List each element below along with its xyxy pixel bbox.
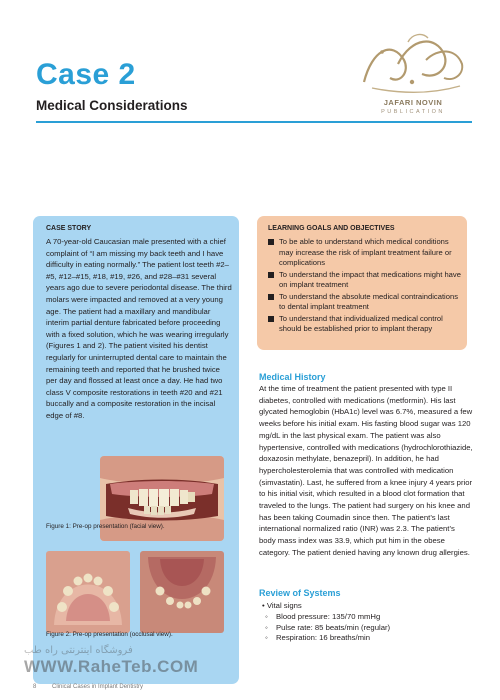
review-of-systems-list (262, 601, 472, 644)
learning-goals-heading: LEARNING GOALS AND OBJECTIVES (268, 225, 395, 232)
vital-sign-text: Pulse rate: 85 beats/min (regular) (276, 622, 391, 632)
learning-goals-list (268, 237, 463, 335)
learning-goals-panel (257, 216, 467, 350)
goal-item (268, 270, 463, 291)
vital-sign-item (262, 612, 472, 623)
round-bullet-icon: • (262, 601, 265, 610)
review-of-systems-heading: Review of Systems (259, 588, 341, 598)
square-bullet-icon (268, 316, 274, 322)
square-bullet-icon (268, 294, 274, 300)
page-number: 8 (33, 684, 37, 690)
figure2-caption: Figure 2: Pre-op presentation (occlusal view). (46, 631, 173, 638)
goal-text: To understand that individualized medical control should be established prior to implant therapy (279, 313, 443, 333)
open-bullet-icon: ◦ (265, 633, 268, 643)
logo-name: JAFARI NOVIN (383, 98, 443, 107)
medical-history-heading: Medical History (259, 372, 326, 382)
case-subtitle: Medical Considerations (36, 98, 188, 113)
case-title: Case 2 (36, 58, 136, 91)
vital-signs-label: Vital signs (266, 601, 302, 610)
goal-text: To be able to understand which medical conditions may increase the risk of implant treatment failure or complications (279, 237, 452, 267)
calligraphy-logo-icon (352, 30, 474, 100)
goal-item (268, 292, 463, 313)
open-bullet-icon: ◦ (265, 622, 268, 632)
figure2-photo (46, 551, 224, 636)
logo-publication: PUBLICATION (381, 109, 445, 115)
watermark-persian: فروشگاه اینترنتی راه طب (24, 645, 133, 656)
publisher-logo (352, 30, 474, 120)
figure1-caption: Figure 1: Pre-op presentation (facial view). (46, 523, 165, 530)
case-story-panel (33, 216, 239, 684)
running-footer-title: Clinical Cases in Implant Dentistry (52, 684, 144, 690)
medical-history-text: At the time of treatment the patient presented with type II diabetes, controlled with medications (metformin). His last glycated hemoglobin (HbA1c) level was 6.7%, measured a few weeks before his initial exam. His fasting blood sugar was 120 mg/dL in the last physical exam. The patient was also hypertensive, controlled with medications (hydrochlorothiazide, doxazosin methylate, benazepril). In addition, he had hypercholesterolemia that was controlled with medication (simvastatin). Last, he suffered from a knee injury 4 years prior to his initial visit, which resulted in a blood clot formation that traveled to the lungs. The patient had surgery on his knee and has been taking Coumadin since then. The patient’s last international normalized ratio (INR) was 2.3. The patient’s body mass index was 33.9, which put him in the obese category. The patient denied having any known drug allergies. (259, 384, 473, 557)
title-rule (36, 121, 472, 123)
vital-sign-item (262, 623, 472, 634)
goal-item (268, 314, 463, 335)
open-bullet-icon: ◦ (265, 611, 268, 621)
goal-text: To understand the absolute medical contraindications to dental implant treatment (279, 291, 458, 311)
square-bullet-icon (268, 239, 274, 245)
vital-sign-text: Blood pressure: 135/70 mmHg (276, 611, 381, 621)
case-story-text: A 70-year-old Caucasian male presented with a chief complaint of “I am missing my back teeth and I have difficulty in eating normally.” The patient lost teeth #2–#5, #12–#15, #18, #19, #26, and #28–#31 several years ago due to severe periodontal disease. The third molars were impacted and removed at a very young age. The patient had a maxillary and mandibular interim partial denture fabricated before proceeding with a fixed solution, which he was wearing irregularly (Figures 1 and 2). The patient visited his dentist regularly for uninterrupted dental care to maintain the remaining teeth and reported that he brushed twice per day and flossed at least once a day. He had two class V composite restorations in teeth #20 and #21 buccally and a composite restoration in the incisal edge of #8. (46, 237, 232, 420)
vital-sign-text: Respiration: 16 breaths/min (276, 633, 371, 643)
occlusal-view-teeth-image (46, 551, 224, 636)
vital-signs-item (262, 601, 472, 612)
goal-text: To understand the impact that medications might have on implant treatment (279, 269, 461, 289)
watermark-url: WWW.RaheTeb.COM (24, 657, 199, 676)
goal-item (268, 237, 463, 269)
case-story-heading: CASE STORY (46, 225, 92, 232)
vital-sign-item (262, 633, 472, 644)
square-bullet-icon (268, 272, 274, 278)
